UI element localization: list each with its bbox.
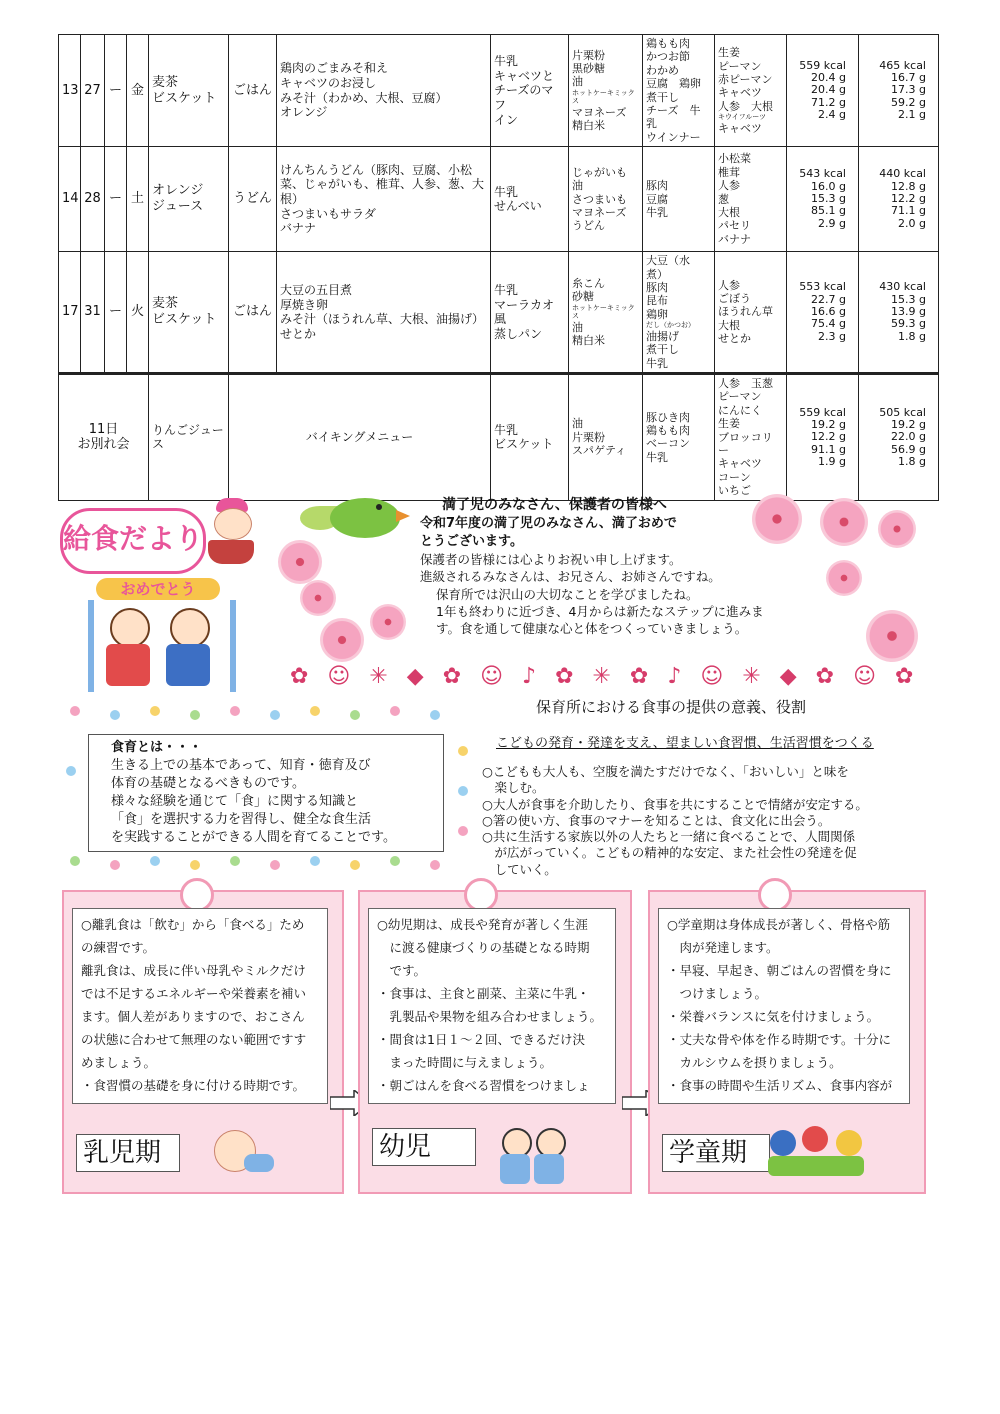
cell-nutrition-infant: 465 kcal 16.7 g 17.3 g 59.2 g 2.1 g bbox=[859, 35, 939, 147]
stage-line: ○幼児期は、成長や発育が著しく生涯 bbox=[377, 917, 588, 932]
stage-line: ・食習慣の基礎を身に付ける時期です。 bbox=[81, 1078, 306, 1093]
cell-pm-snack: 牛乳 キャベツと チーズのマフ イン bbox=[491, 35, 569, 147]
cell-lunch: バイキングメニュー bbox=[229, 374, 491, 501]
menu-row bbox=[59, 35, 939, 147]
cell-nutrition-child: 543 kcal 16.0 g 15.3 g 85.1 g 2.9 g bbox=[787, 147, 859, 252]
stage-line: の練習です。 bbox=[81, 940, 156, 955]
role-item: ○こどもも大人も、空腹を満たすだけでなく、「おいしい」と味を 楽しむ。 bbox=[482, 764, 849, 796]
toddler-girl-body-icon bbox=[500, 1154, 530, 1184]
stage-line: 乳製品や果物を組み合わせましょう。 bbox=[377, 1009, 603, 1024]
children-illustration bbox=[88, 600, 236, 696]
congrats-message bbox=[420, 496, 800, 637]
stage-text bbox=[72, 908, 328, 1104]
shokuiku-title: 食育とは・・・ bbox=[111, 740, 203, 755]
cell-body-foods: 豚ひき肉 鶏もも肉 ベーコン 牛乳 bbox=[643, 374, 715, 501]
shokuiku-line: 体育の基礎となるべきものです。 bbox=[111, 775, 305, 791]
cell-dash: ー bbox=[105, 35, 127, 147]
blossom-icon bbox=[320, 618, 364, 662]
stage-line: ます。個人差がありますので、おこさん bbox=[81, 1009, 305, 1024]
stage-line: つけましょう。 bbox=[667, 986, 768, 1001]
shokuiku-line: 生きる上での基本であって、知育・徳育及び bbox=[111, 757, 371, 773]
blossom-icon bbox=[878, 510, 916, 548]
cell-energy-foods: 片栗粉 黒砂糖 油 ホットケーキミック ス マヨネーズ 精白米 bbox=[569, 35, 643, 147]
message-line: 保護者の皆様には心よりお祝い申し上げます。 bbox=[420, 552, 682, 568]
cell-pm-snack: 牛乳 せんべい bbox=[491, 147, 569, 252]
schoolchildren-body-icon bbox=[768, 1156, 864, 1176]
cell-energy-foods: 糸こん 砂糖 ホットケーキミック ス 油 精白米 bbox=[569, 252, 643, 374]
cell-dash: ー bbox=[105, 252, 127, 374]
cell-dash: ー bbox=[105, 147, 127, 252]
cell-day: 27 bbox=[81, 35, 105, 147]
cell-condition-foods: 小松菜 椎茸 人参 葱 大根 パセリ バナナ bbox=[715, 147, 787, 252]
cell-am-snack: 麦茶 ビスケット bbox=[149, 35, 229, 147]
stage-text bbox=[658, 908, 910, 1104]
cell-staple: ごはん bbox=[229, 35, 277, 147]
stage-line: ・間食は1日１～２回、できるだけ決 bbox=[377, 1032, 585, 1047]
magnifier-icon bbox=[758, 878, 792, 912]
blossom-icon bbox=[820, 498, 868, 546]
cell-no: 14 bbox=[59, 147, 81, 252]
menu-row bbox=[59, 147, 939, 252]
stage-panel-school bbox=[648, 890, 926, 1194]
stage-line: です。 bbox=[377, 963, 427, 978]
cell-weekday: 土 bbox=[127, 147, 149, 252]
message-line: 進級されるみなさんは、お兄さん、お姉さんですね。 bbox=[420, 569, 721, 585]
blossom-icon bbox=[370, 604, 406, 640]
stage-line: 離乳食は、成長に伴い母乳やミルクだけ bbox=[81, 963, 306, 978]
menu-row bbox=[59, 252, 939, 374]
stage-line: ・丈夫な骨や体を作る時期です。十分に bbox=[667, 1032, 892, 1047]
cell-day: 31 bbox=[81, 252, 105, 374]
shokuiku-line: 様々な経験を通じて「食」に関する知識と bbox=[111, 793, 359, 809]
cell-lunch: 鶏肉のごまみそ和え キャベツのお浸し みそ汁（わかめ、大根、豆腐） オレンジ bbox=[277, 35, 491, 147]
schoolchild-icon bbox=[836, 1130, 862, 1156]
shokuiku-line: を実践することができる人間を育てることです。 bbox=[111, 829, 396, 845]
cell-nutrition-infant: 430 kcal 15.3 g 13.9 g 59.3 g 1.8 g bbox=[859, 252, 939, 374]
cell-condition-foods: 生姜 ピーマン 赤ピーマン キャベツ 人参 大根 キウイフルーツ キャベツ bbox=[715, 35, 787, 147]
cell-nutrition-child: 559 kcal 20.4 g 20.4 g 71.2 g 2.4 g bbox=[787, 35, 859, 147]
stage-panel-infant bbox=[62, 890, 344, 1194]
bird-icon bbox=[300, 494, 410, 542]
role-title: 保育所における食事の提供の意義、役割 bbox=[536, 698, 807, 716]
stage-line: に渡る健康づくりの基礎となる時期 bbox=[377, 940, 590, 955]
stage-line: カルシウムを摂りましょう。 bbox=[667, 1055, 842, 1070]
stage-line: ・朝ごはんを食べる習慣をつけましょ bbox=[377, 1078, 590, 1093]
cell-pm-snack: 牛乳 マーラカオ風 蒸しパン bbox=[491, 252, 569, 374]
stage-line: の状態に合わせて無理のない範囲ですす bbox=[81, 1032, 307, 1047]
message-subheading: 令和7年度の満了児のみなさん、満了おめで とうございます。 bbox=[420, 516, 677, 550]
stage-label: 幼児 bbox=[372, 1128, 476, 1166]
cell-body-foods: 大豆（水煮） 豚肉 昆布 鶏卵 だし（かつお） 油揚げ 煮干し 牛乳 bbox=[643, 252, 715, 374]
menu-row-party bbox=[59, 374, 939, 501]
menu-table bbox=[58, 34, 939, 501]
shokuiku-box bbox=[88, 734, 444, 852]
blossom-icon bbox=[866, 610, 918, 662]
stage-text bbox=[368, 908, 616, 1104]
magnifier-icon bbox=[464, 878, 498, 912]
role-list bbox=[482, 764, 902, 879]
cell-nutrition-child: 553 kcal 22.7 g 16.6 g 75.4 g 2.3 g bbox=[787, 252, 859, 374]
stage-line: ・栄養バランスに気を付けましょう。 bbox=[667, 1009, 880, 1024]
role-item: ○大人が食事を介助したり、食事を共にすることで情緒が安定する。 bbox=[482, 796, 868, 812]
cell-staple: うどん bbox=[229, 147, 277, 252]
stage-line: めましょう。 bbox=[81, 1055, 157, 1070]
cell-nutrition-child: 559 kcal 19.2 g 12.2 g 91.1 g 1.9 g bbox=[787, 374, 859, 501]
cell-am-snack: オレンジ ジュース bbox=[149, 147, 229, 252]
stage-line: 肉が発達します。 bbox=[667, 940, 779, 955]
stage-line: ・食事の時間や生活リズム、食事内容が bbox=[667, 1078, 893, 1093]
cell-am-snack: 麦茶 ビスケット bbox=[149, 252, 229, 374]
congrats-banner: おめでとう bbox=[96, 578, 220, 600]
cell-am-snack: りんごジュー ス bbox=[149, 374, 229, 501]
cell-condition-foods: 人参 ごぼう ほうれん草 大根 せとか bbox=[715, 252, 787, 374]
decoration-row: ✿ ☺ ✳ ◆ ✿ ☺ ♪ ✿ ✳ ✿ ♪ ☺ ✳ ◆ ✿ ☺ ✿ bbox=[290, 664, 920, 689]
cell-body-foods: 鶏もも肉 かつお節 わかめ 豆腐 鶏卵 煮干し チーズ 牛乳 ウインナー bbox=[643, 35, 715, 147]
cell-energy-foods: 油 片栗粉 スパゲティ bbox=[569, 374, 643, 501]
stage-line: では不足するエネルギーや栄養素を補い bbox=[81, 986, 307, 1001]
message-heading: 満了児のみなさん、保護者の皆様へ bbox=[442, 497, 667, 513]
role-item: ○共に生活する家族以外の人たちと一緒に食べることで、人間関係 が広がっていく。こどもの精神的な安定、また社会性の発達を促 していく。 bbox=[482, 829, 857, 877]
stage-line: ○離乳食は「飲む」から「食べる」ため bbox=[81, 917, 305, 932]
stage-line: まった時間に与えましょう。 bbox=[377, 1055, 553, 1070]
cell-lunch: 大豆の五目煮 厚焼き卵 みそ汁（ほうれん草、大根、油揚げ） せとか bbox=[277, 252, 491, 374]
role-subtitle: こどもの発育・発達を支え、望ましい食習慣、生活習慣をつくる bbox=[496, 736, 874, 751]
cell-no: 17 bbox=[59, 252, 81, 374]
cell-lunch: けんちんうどん（豚肉、豆腐、小松菜、じゃがいも、椎茸、人参、葱、大根） さつまいもサラダ バナナ bbox=[277, 147, 491, 252]
cell-weekday: 金 bbox=[127, 35, 149, 147]
shokuiku-line: 「食」を選択する力を習得し、健全な食生活 bbox=[111, 811, 372, 827]
cell-pm-snack: 牛乳 ビスケット bbox=[491, 374, 569, 501]
cell-nutrition-infant: 440 kcal 12.8 g 12.2 g 71.1 g 2.0 g bbox=[859, 147, 939, 252]
cell-staple: ごはん bbox=[229, 252, 277, 374]
newsletter-title: 給食だより bbox=[60, 508, 206, 574]
blossom-icon bbox=[300, 580, 336, 616]
stage-label: 学童期 bbox=[662, 1134, 770, 1172]
cell-condition-foods: 人参 玉葱 ピーマン にんにく 生姜 ブロッコリー キャベツ コーン いちご bbox=[715, 374, 787, 501]
toddler-boy-body-icon bbox=[534, 1154, 564, 1184]
stage-line: ・早寝、早起き、朝ごはんの習慣を身に bbox=[667, 963, 892, 978]
cell-no: 13 bbox=[59, 35, 81, 147]
schoolchild-icon bbox=[802, 1126, 828, 1152]
blossom-icon bbox=[826, 560, 862, 596]
stage-label: 乳児期 bbox=[76, 1134, 180, 1172]
schoolchild-icon bbox=[770, 1130, 796, 1156]
message-line: 1年も終わりに近づき、4月からは新たなステップに進みま す。食を通して健康な心と体をつくっていきましょう。 bbox=[436, 603, 764, 637]
message-line: 保育所では沢山の大切なことを学びましたね。 bbox=[436, 586, 699, 602]
magnifier-icon bbox=[180, 878, 214, 912]
stage-line: ○学童期は身体成長が著しく、骨格や筋 bbox=[667, 917, 891, 932]
cell-party-date: 11日 お別れ会 bbox=[59, 374, 149, 501]
role-item: ○箸の使い方、食事のマナーを知ることは、食文化に出会う。 bbox=[482, 812, 831, 828]
blossom-icon bbox=[278, 540, 322, 584]
cell-energy-foods: じゃがいも 油 さつまいも マヨネーズ うどん bbox=[569, 147, 643, 252]
cell-weekday: 火 bbox=[127, 252, 149, 374]
cell-day: 28 bbox=[81, 147, 105, 252]
stage-panel-toddler bbox=[358, 890, 632, 1194]
stage-line: ・食事は、主食と副菜、主菜に牛乳・ bbox=[377, 986, 590, 1001]
cell-nutrition-infant: 505 kcal 19.2 g 22.0 g 56.9 g 1.8 g bbox=[859, 374, 939, 501]
cell-body-foods: 豚肉 豆腐 牛乳 bbox=[643, 147, 715, 252]
baby-body-icon bbox=[244, 1154, 274, 1172]
chef-girl-illustration bbox=[204, 498, 258, 568]
